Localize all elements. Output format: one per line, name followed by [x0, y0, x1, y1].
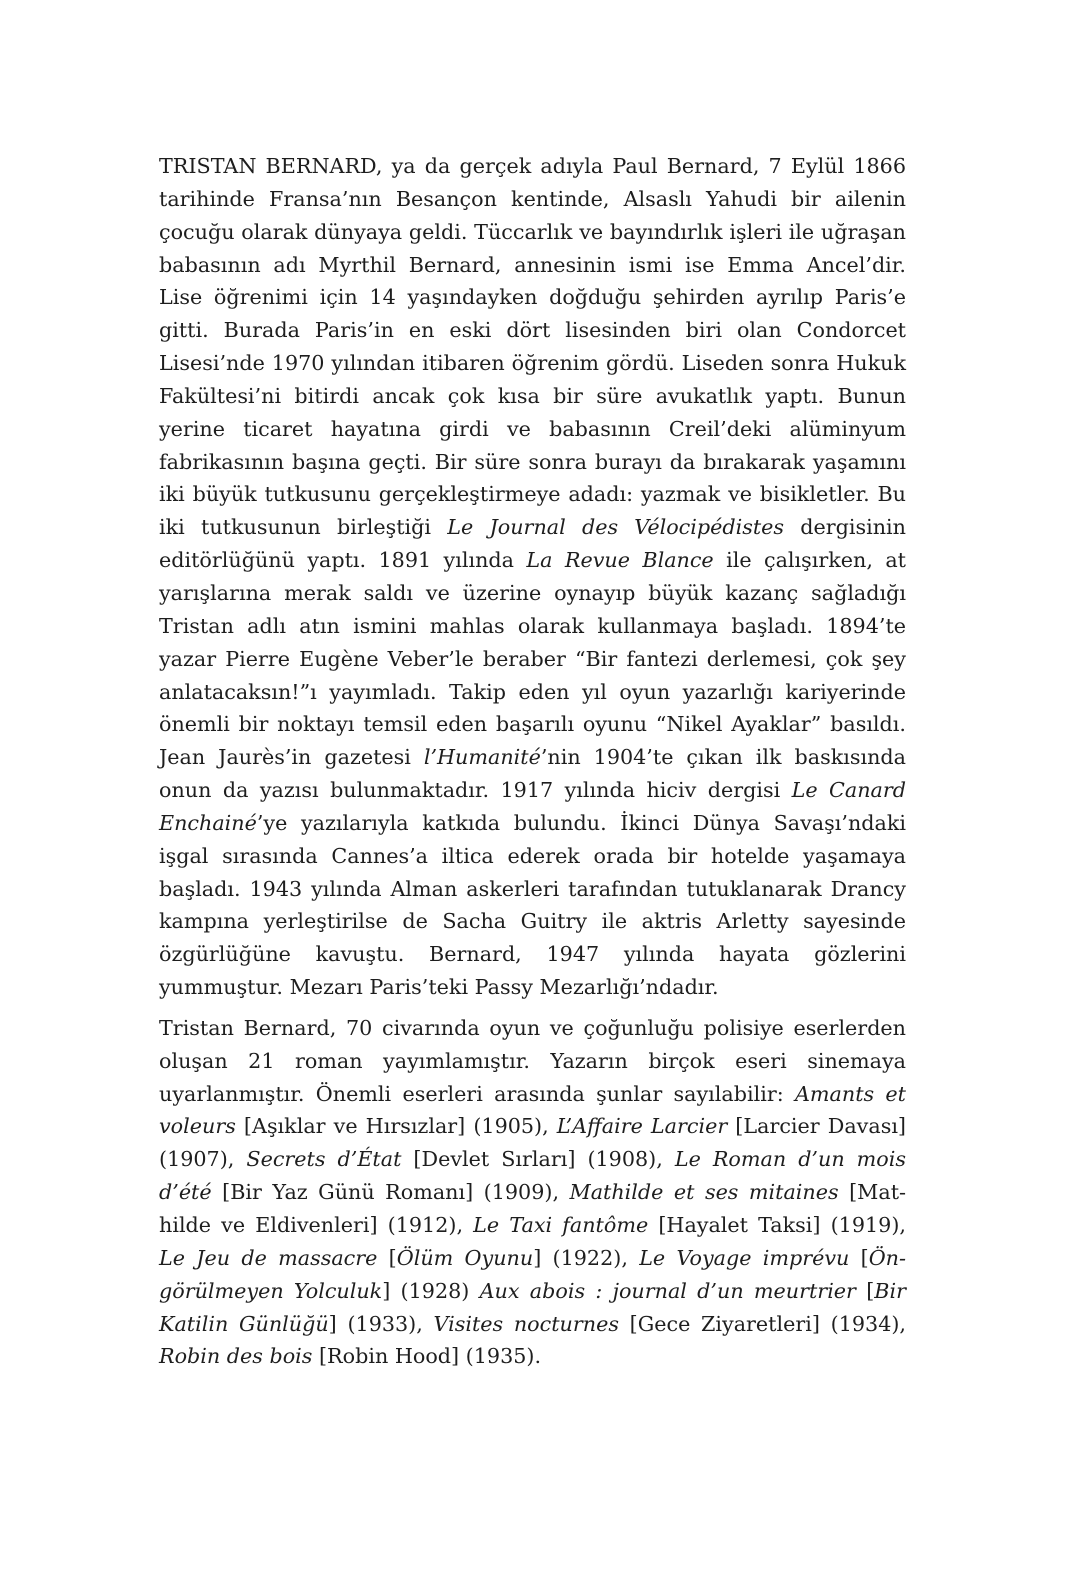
body-text: [Larcier Davası] (1907),: [159, 1114, 907, 1172]
body-text: [Bir Yaz Günü Romanı] (1909),: [211, 1180, 570, 1205]
body-text: [: [849, 1245, 869, 1270]
body-text: [Devlet Sırları] (1908),: [401, 1147, 675, 1172]
italic-title-text: Le Voyage imprévu: [639, 1245, 850, 1270]
italic-title-text: Le Jeu de massacre: [159, 1245, 378, 1270]
body-text: [Aşıklar ve Hırsızlar] (1905),: [235, 1114, 557, 1139]
page-body: [159, 150, 906, 1373]
italic-title-text: Aux abois : journal d’un meurtrier: [479, 1278, 856, 1303]
body-text: dergisinin editörlüğünü yaptı. 1891 yılında: [159, 515, 906, 573]
body-text: ’ye yazılarıyla katkıda bulundu. İkinci Dünya Savaşı’ndaki işgal sırasında Cannes’a iltica ederek orada bir hotelde yaşamaya başladı. 1943 yılında Alman askerleri tarafından tutuklanarak Drancy kampına yerleştirilse de Sacha Guitry ile aktris Arletty sayesinde özgürlüğüne kavuştu. Bernard, 1947 yılında hayata gözlerini yummuştur. Mezarı Paris’teki Passy Mezarlığı’ndadır.: [159, 810, 906, 1000]
italic-title-text: Secrets d’État: [246, 1147, 402, 1172]
italic-title-text: Le Journal des Vélocipédistes: [447, 515, 785, 540]
italic-title-text: Öngörülmeyen Yolculuk: [159, 1245, 906, 1303]
italic-title-text: Amants et voleurs: [159, 1081, 906, 1139]
italic-title-text: La Revue Blance: [526, 548, 714, 573]
italic-title-text: L’Affaire Larcier: [556, 1114, 728, 1139]
body-text: TRISTAN BERNARD, ya da gerçek adıyla Paul Bernard, 7 Eylül 1866 tarihinde Fransa’nın Besançon kentinde, Alsaslı Yahudi bir ailenin çocuğu olarak dünyaya geldi. Tüccarlık ve bayındırlık işleri ile uğraşan babasının adı Myrthil Bernard, annesinin ismi ise Emma Ancel’dir. Lise öğrenimi için 14 yaşındayken doğduğu şehirden ayrılıp Paris’e gitti. Burada Paris’in en eski dört lisesinden biri olan Condorcet Lisesi’nde 1970 yılından itibaren öğrenim gördü. Liseden sonra Hukuk Fakültesi’ni bitirdi ancak çok kısa bir süre avukatlık yaptı. Bunun yerine ticaret hayatına girdi ve babasının Creil’deki alüminyum fabrikasının başına geçti. Bir süre sonra burayı da bırakarak yaşamını iki büyük tutkusunu gerçekleştirmeye adadı: yazmak ve bisikletler. Bu iki tutkusunun birleştiği: [159, 154, 906, 540]
body-text: [Hayalet Taksi] (1919),: [648, 1213, 906, 1237]
body-text: [: [377, 1245, 397, 1270]
body-text: ’nin 1904’te çıkan ilk baskısında onun da yazısı bulunmaktadır. 1917 yılında hiciv dergisi: [159, 745, 906, 803]
body-text: ile çalışırken, at yarışlarına merak saldı ve üzerine oynayıp büyük kazanç sağladığı Tristan adlı atın ismini mahlas olarak kullanmaya başladı. 1894’te yazar Pierre Eugène Veber’le beraber “Bir fantezi derlemesi, çok şey anlatacaksın!”ı yayımladı. Takip eden yıl oyun yazarlığı kariyerinde önemli bir noktayı temsil eden başarılı oyunu “Nikel Ayaklar” basıldı. Jean Jaurès’in gazetesi: [159, 548, 906, 770]
italic-title-text: l’Humanité: [423, 745, 541, 770]
body-text: [Gece Ziyaretleri] (1934),: [618, 1311, 907, 1336]
paragraph-biography: [159, 150, 906, 1004]
italic-title-text: Robin des bois: [159, 1344, 313, 1369]
italic-title-text: Visites nocturnes: [433, 1311, 619, 1336]
body-text: ] (1933),: [328, 1311, 434, 1336]
italic-title-text: Le Taxi fantôme: [473, 1213, 649, 1237]
body-text: ] (1928): [382, 1278, 480, 1303]
body-text: [Mathilde ve Eldivenleri] (1912),: [159, 1180, 907, 1237]
italic-title-text: Le Roman d’un mois d’été: [159, 1147, 906, 1205]
italic-title-text: Le Canard Enchainé: [159, 778, 906, 835]
italic-title-text: Bir Katilin Günlüğü: [159, 1278, 906, 1336]
italic-title-text: Ölüm Oyunu: [396, 1245, 534, 1270]
body-text: [: [855, 1278, 875, 1303]
body-text: ] (1922),: [533, 1245, 640, 1270]
italic-title-text: Mathilde et ses mitaines: [569, 1180, 839, 1205]
paragraph-works: [159, 1012, 906, 1373]
body-text: Tristan Bernard, 70 civarında oyun ve çoğunluğu polisiye eserlerden oluşan 21 roman yayımlamıştır. Yazarın birçok eseri sinemaya uyarlanmıştır. Önemli eserleri arasında şunlar sayılabilir:: [159, 1015, 906, 1106]
body-text: [Robin Hood] (1935).: [312, 1344, 542, 1369]
